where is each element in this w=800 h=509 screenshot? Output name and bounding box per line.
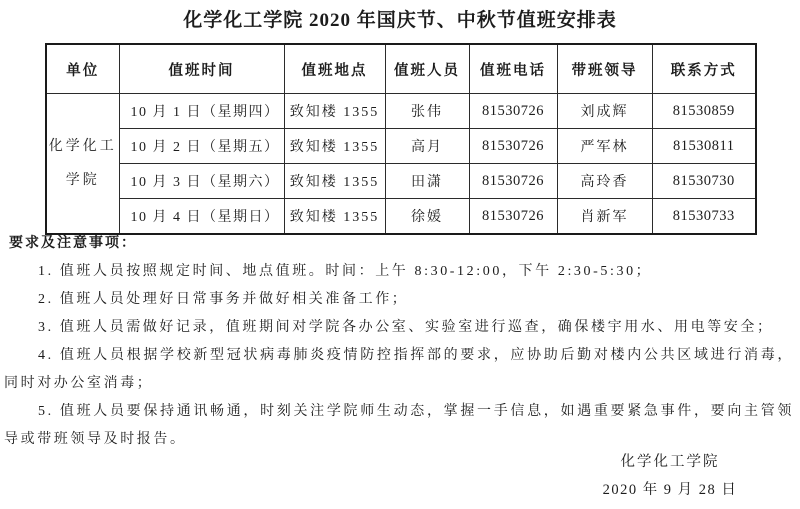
signature-date: 2020 年 9 月 28 日 — [602, 482, 738, 498]
document-title: 化学化工学院 2020 年国庆节、中秋节值班安排表 — [183, 10, 617, 31]
duty-location-cell: 致知楼 1355 — [284, 199, 385, 235]
duty-phone-cell: 81530726 — [469, 164, 557, 199]
lead-supervisor-cell: 严军林 — [557, 129, 652, 164]
table-row — [46, 129, 756, 164]
notes-heading: 要求及注意事项： — [9, 236, 137, 251]
duty-date-cell: 10 月 1 日（星期四） — [119, 94, 284, 129]
duty-person-cell: 高月 — [385, 129, 469, 164]
duty-person-cell: 张伟 — [385, 94, 469, 129]
unit-name-line2: 学院 — [65, 172, 100, 188]
unit-cell — [46, 94, 119, 235]
duty-location-cell: 致知楼 1355 — [284, 129, 385, 164]
contact-cell: 81530730 — [652, 164, 756, 199]
duty-date-cell: 10 月 4 日（星期日） — [119, 199, 284, 235]
table-row — [46, 164, 756, 199]
duty-phone-cell: 81530726 — [469, 94, 557, 129]
signature-org: 化学化工学院 — [620, 454, 720, 470]
table-header-row — [46, 44, 756, 94]
col-header-unit: 单位 — [46, 44, 119, 94]
duty-person-cell: 徐媛 — [385, 199, 469, 235]
table-row — [46, 94, 756, 129]
unit-name-line1: 化学化工 — [48, 138, 117, 154]
lead-supervisor-cell: 高玲香 — [557, 164, 652, 199]
lead-supervisor-cell: 刘成辉 — [557, 94, 652, 129]
col-header-lead-supervisor: 带班领导 — [557, 44, 652, 94]
col-header-contact: 联系方式 — [652, 44, 756, 94]
col-header-duty-phone: 值班电话 — [469, 44, 557, 94]
col-header-duty-location: 值班地点 — [284, 44, 385, 94]
lead-supervisor-cell: 肖新军 — [557, 199, 652, 235]
duty-phone-cell: 81530726 — [469, 199, 557, 235]
signature-block — [545, 448, 795, 504]
duty-date-cell: 10 月 2 日（星期五） — [119, 129, 284, 164]
duty-schedule-table — [45, 43, 757, 235]
col-header-duty-person: 值班人员 — [385, 44, 469, 94]
duty-location-cell: 致知楼 1355 — [284, 164, 385, 199]
notes-section — [4, 230, 794, 454]
contact-cell: 81530859 — [652, 94, 756, 129]
note-item-3: 3. 值班人员需做好记录，值班期间对学院各办公室、实验室进行巡查，确保楼宇用水、用电等安全； — [38, 320, 774, 335]
duty-person-cell: 田潇 — [385, 164, 469, 199]
note-item-2: 2. 值班人员处理好日常事务并做好相关准备工作； — [38, 292, 409, 307]
note-item-4: 4. 值班人员根据学校新型冠状病毒肺炎疫情防控指挥部的要求，应协助后勤对楼内公共区域进行消毒，同时对办公室消毒； — [4, 348, 794, 391]
duty-phone-cell: 81530726 — [469, 129, 557, 164]
table-row — [46, 199, 756, 235]
note-item-1: 1. 值班人员按照规定时间、地点值班。时间：上午 8:30-12:00，下午 2:30-5:30； — [38, 264, 653, 279]
duty-location-cell: 致知楼 1355 — [284, 94, 385, 129]
contact-cell: 81530733 — [652, 199, 756, 235]
duty-date-cell: 10 月 3 日（星期六） — [119, 164, 284, 199]
col-header-duty-time: 值班时间 — [119, 44, 284, 94]
note-item-5: 5. 值班人员要保持通讯畅通，时刻关注学院师生动态，掌握一手信息，如遇重要紧急事件，要向主管领导或带班领导及时报告。 — [4, 404, 794, 447]
contact-cell: 81530811 — [652, 129, 756, 164]
